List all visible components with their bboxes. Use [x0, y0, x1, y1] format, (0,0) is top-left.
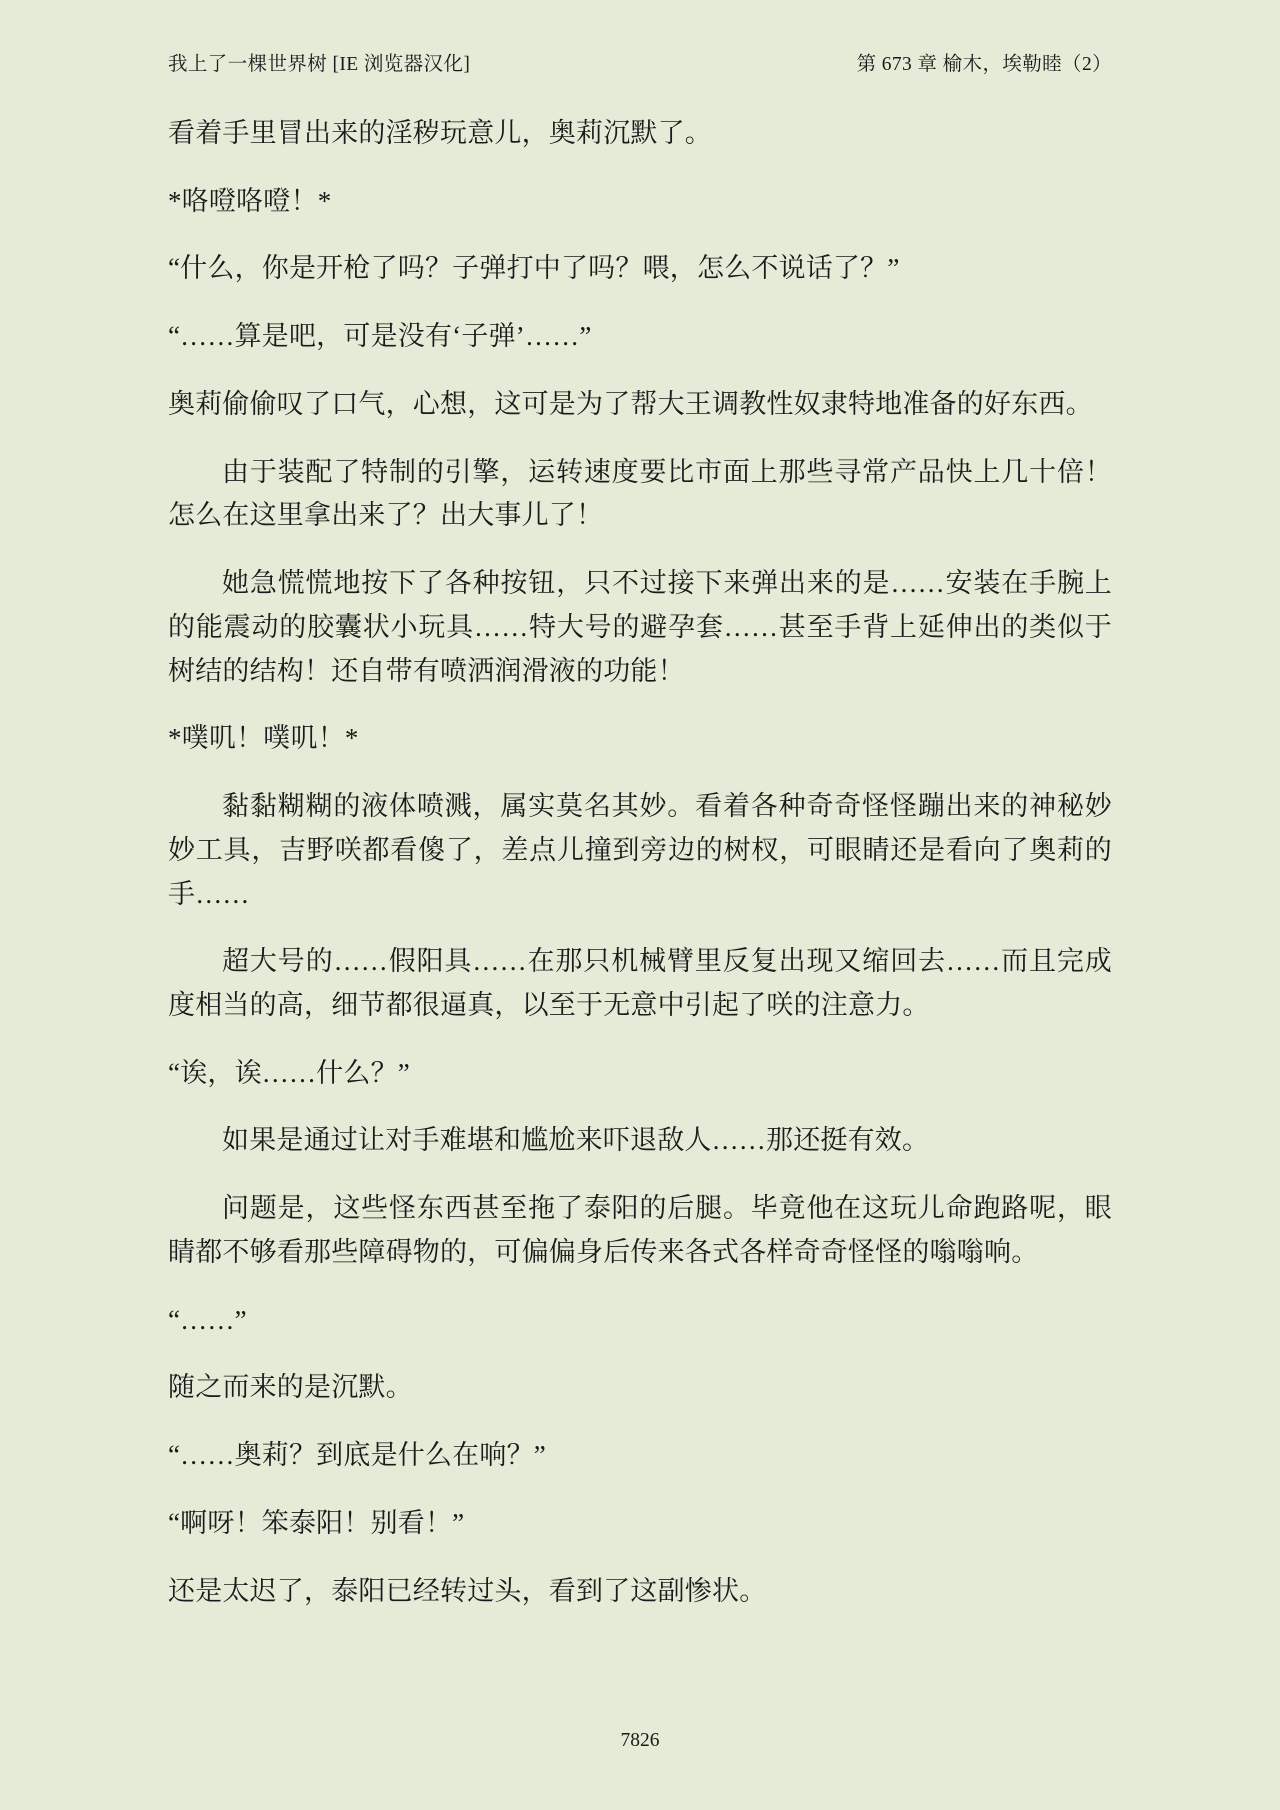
paragraph: “……奥莉？到底是什么在响？”: [168, 1440, 546, 1471]
paragraph: “什么，你是开枪了吗？子弹打中了吗？喂，怎么不说话了？”: [168, 253, 900, 284]
paragraph: 还是太迟了，泰阳已经转过头，看到了这副惨状。: [168, 1575, 767, 1606]
paragraph: 随之而来的是沉默。: [168, 1372, 413, 1403]
paragraph: *噗叽！噗叽！*: [168, 723, 359, 754]
paragraph: “……”: [168, 1304, 247, 1335]
page-body: [168, 112, 1112, 1637]
page-header: [168, 48, 1112, 76]
header-chapter-title: 第 673 章 榆木，埃勒睦（2）: [856, 54, 1112, 75]
paragraph: “啊呀！笨泰阳！别看！”: [168, 1507, 465, 1538]
paragraph: “诶，诶……什么？”: [168, 1057, 410, 1088]
page-number: 7826: [620, 1730, 660, 1751]
paragraph: 她急慌慌地按下了各种按钮，只不过接下来弹出来的是……安装在手腕上的能震动的胶囊状小玩具……特大号的避孕套……甚至手背上延伸出的类似于树结的结构！还自带有喷洒润滑液的功能！: [168, 568, 1112, 686]
paragraph: 问题是，这些怪东西甚至拖了泰阳的后腿。毕竟他在这玩儿命跑路呢，眼睛都不够看那些障碍物的，可偏偏身后传来各式各样奇奇怪怪的嗡嗡响。: [168, 1193, 1112, 1267]
paragraph: 黏黏糊糊的液体喷溅，属实莫名其妙。看着各种奇奇怪怪蹦出来的神秘妙妙工具，吉野咲都看傻了，差点儿撞到旁边的树杈，可眼睛还是看向了奥莉的手……: [168, 791, 1112, 909]
paragraph: “……算是吧，可是没有‘子弹’……”: [168, 321, 592, 352]
paragraph: 如果是通过让对手难堪和尴尬来吓退敌人……那还挺有效。: [222, 1125, 930, 1156]
paragraph: *咯噔咯噔！*: [168, 185, 332, 216]
paragraph: 奥莉偷偷叹了口气，心想，这可是为了帮大王调教性奴隶特地准备的好东西。: [168, 388, 1093, 419]
paragraph: 由于装配了特制的引擎，运转速度要比市面上那些寻常产品快上几十倍！怎么在这里拿出来了？出大事儿了！: [168, 456, 1112, 531]
header-book-title: 我上了一棵世界树 [IE 浏览器汉化]: [168, 54, 471, 75]
page-footer: [0, 1730, 1280, 1752]
paragraph: 超大号的……假阳具……在那只机械臂里反复出现又缩回去……而且完成度相当的高，细节都很逼真，以至于无意中引起了咲的注意力。: [168, 946, 1112, 1021]
paragraph: 看着手里冒出来的淫秽玩意儿，奥莉沉默了。: [168, 118, 712, 148]
